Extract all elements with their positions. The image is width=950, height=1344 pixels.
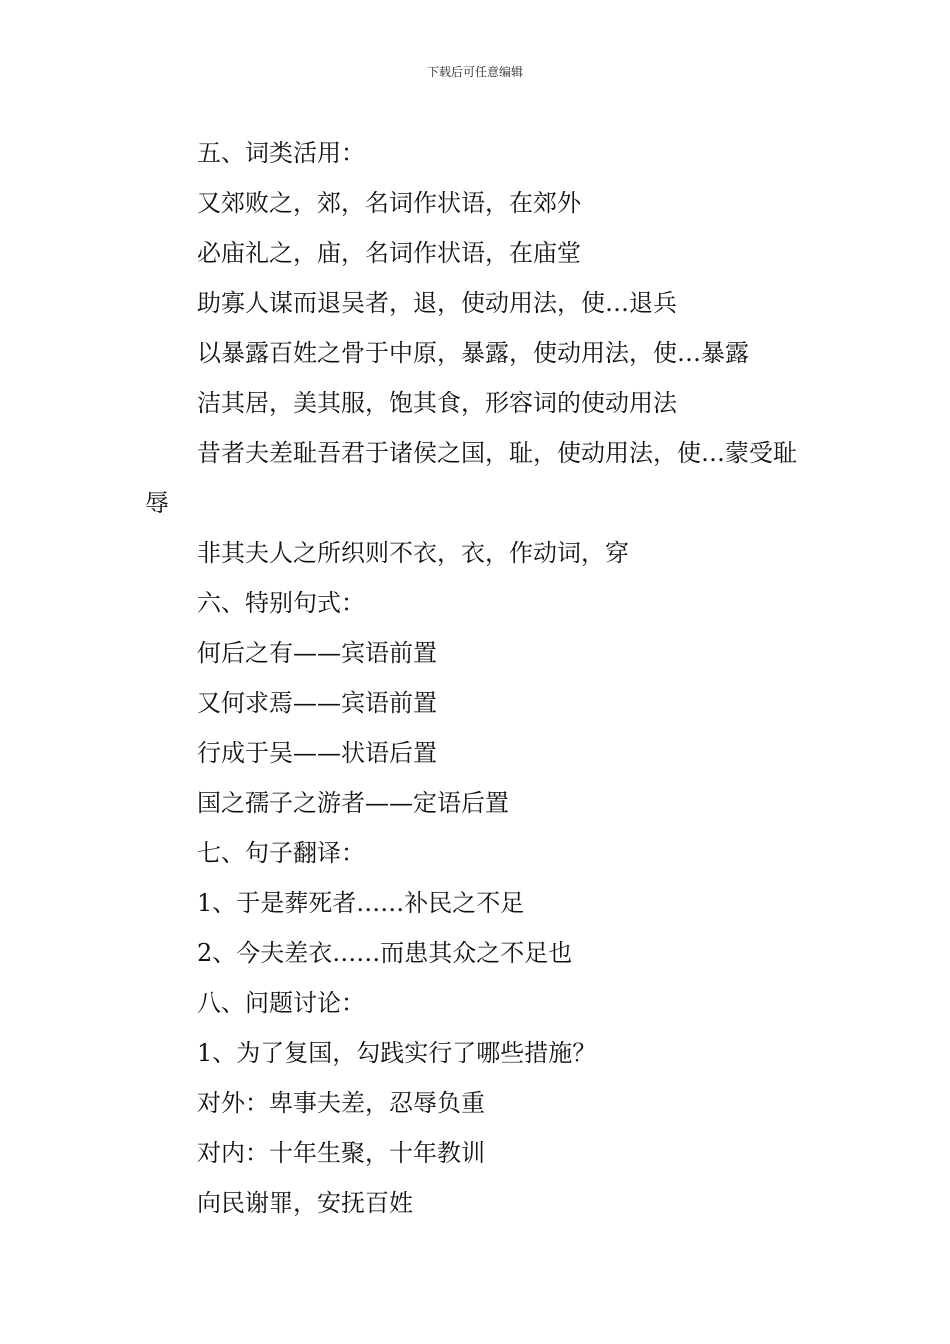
page-header: 下载后可任意编辑 — [426, 65, 523, 79]
paragraph-line: 对内：十年生聚，十年教训 — [197, 1139, 485, 1167]
paragraph-line: 何后之有——宾语前置 — [197, 639, 437, 667]
document-body — [145, 128, 810, 1228]
paragraph-line: 对外：卑事夫差，忍辱负重 — [197, 1089, 485, 1117]
paragraph-line: 助寡人谋而退吴者，退，使动用法，使…退兵 — [197, 289, 677, 317]
paragraph-line: 国之孺子之游者——定语后置 — [197, 789, 509, 817]
section-heading-six: 六、特别句式： — [197, 589, 365, 617]
paragraph-line: 1、于是葬死者……补民之不足 — [197, 889, 525, 917]
paragraph-line: 2、今夫差衣……而患其众之不足也 — [197, 939, 573, 967]
paragraph-line: 以暴露百姓之骨于中原，暴露，使动用法，使…暴露 — [197, 339, 749, 367]
paragraph-line: 洁其居，美其服，饱其食，形容词的使动用法 — [197, 389, 677, 417]
paragraph-line: 行成于吴——状语后置 — [197, 739, 437, 767]
paragraph-line: 向民谢罪，安抚百姓 — [197, 1189, 413, 1217]
paragraph-line: 非其夫人之所织则不衣，衣，作动词，穿 — [197, 539, 629, 567]
paragraph-line: 又郊败之，郊，名词作状语，在郊外 — [197, 189, 581, 217]
section-heading-eight: 八、问题讨论： — [197, 989, 365, 1017]
paragraph-line: 又何求焉——宾语前置 — [197, 689, 437, 717]
paragraph-line: 必庙礼之，庙，名词作状语，在庙堂 — [197, 239, 581, 267]
paragraph-line: 昔者夫差耻吾君于诸侯之国，耻，使动用法，使…蒙受耻辱 — [145, 439, 797, 517]
section-heading-five: 五、词类活用： — [197, 139, 365, 167]
paragraph-line: 1、为了复国，勾践实行了哪些措施？ — [197, 1039, 597, 1067]
section-heading-seven: 七、句子翻译： — [197, 839, 365, 867]
